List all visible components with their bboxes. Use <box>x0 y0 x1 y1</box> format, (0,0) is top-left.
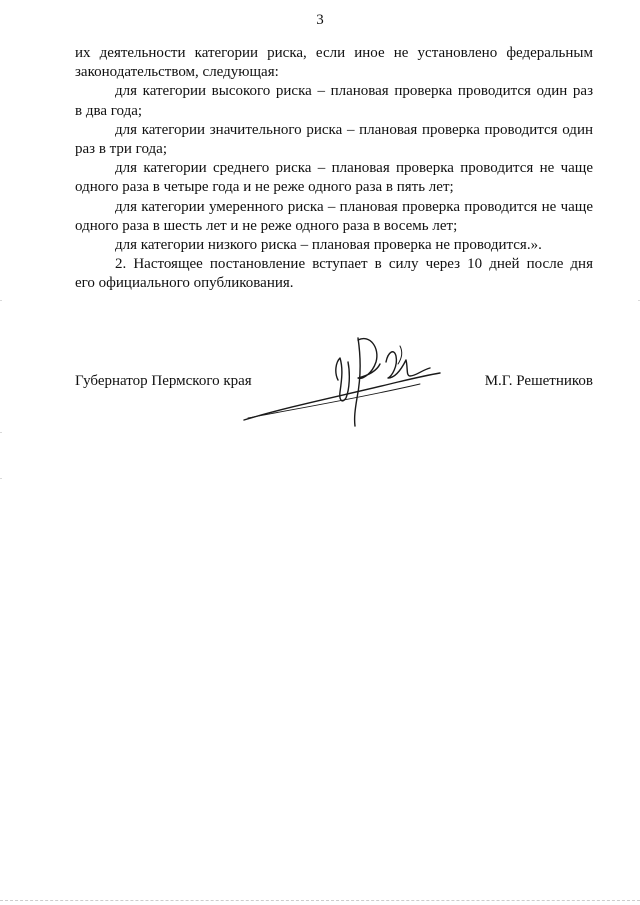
page-number: 3 <box>316 12 324 28</box>
page-bottom-edge <box>0 900 640 902</box>
paragraph-2-line-2: в два года; <box>75 102 143 119</box>
handwritten-signature <box>230 318 450 428</box>
paragraph-3-line-2: раз в три года; <box>75 140 167 157</box>
paragraph-5-line-1: для категории умеренного риска – плановая проверка проводится не чаще <box>115 198 593 215</box>
paragraph-2-line-1: для категории высокого риска – плановая проверка проводится один раз <box>115 83 593 100</box>
body-text <box>75 44 593 293</box>
paragraph-5-line-2: одного раза в шесть лет и не реже одного раза в восемь лет; <box>75 217 458 234</box>
left-edge-mark-top <box>0 300 2 301</box>
paragraph-4-line-1: для категории среднего риска – плановая проверка проводится не чаще <box>115 160 593 177</box>
paragraph-4-line-2: одного раза в четыре года и не реже одного раза в пять лет; <box>75 179 454 196</box>
paragraph-6-line-1: для категории низкого риска – плановая проверка не проводится.». <box>115 236 542 253</box>
signatory-position: Губернатор Пермского края <box>75 373 252 389</box>
paragraph-3-line-1: для категории значительного риска – плановая проверка проводится один <box>115 121 593 138</box>
left-edge-mark-low <box>0 478 2 479</box>
left-edge-mark-mid <box>0 432 2 433</box>
paragraph-7-line-1: 2. Настоящее постановление вступает в силу через 10 дней после дня <box>115 256 593 273</box>
paragraph-1-line-2: законодательством, следующая: <box>75 64 279 81</box>
paragraph-1-line-1: их деятельности категории риска, если иное не установлено федеральным <box>75 45 593 61</box>
signatory-name: М.Г. Решетников <box>484 373 593 389</box>
paragraph-7-line-2: его официального опубликования. <box>75 275 294 292</box>
